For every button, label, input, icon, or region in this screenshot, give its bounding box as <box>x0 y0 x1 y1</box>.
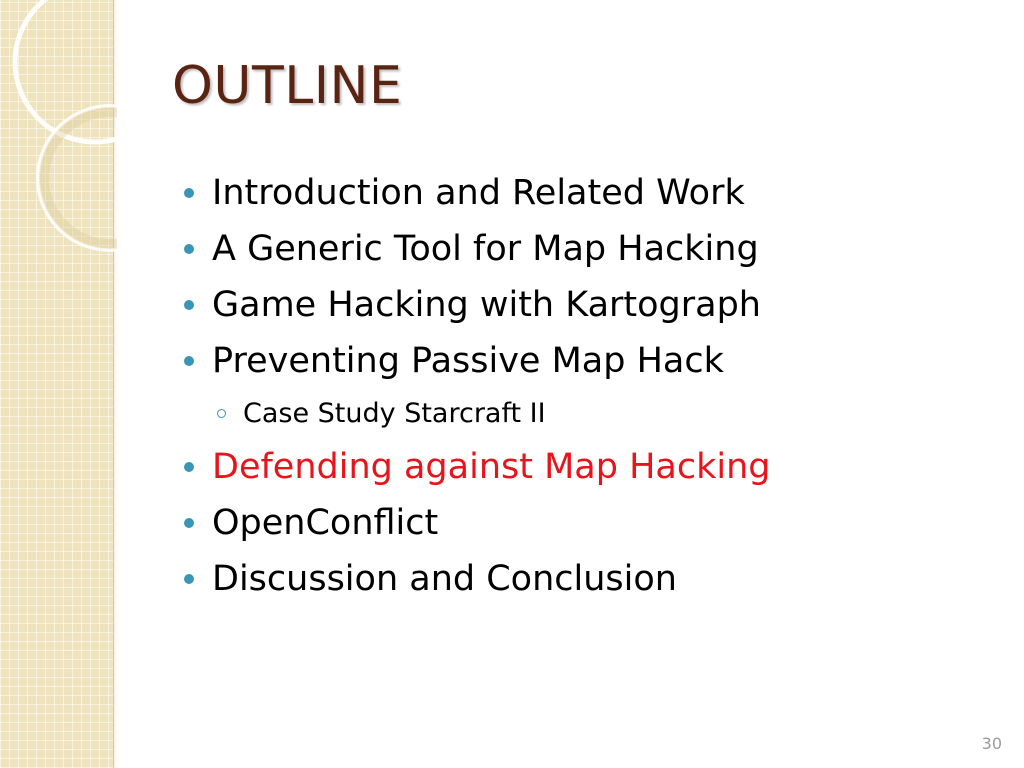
outline-item-text: OpenConflict <box>212 503 439 543</box>
outline-item-text: Game Hacking with Kartograph <box>212 285 761 325</box>
outline-item-text: Introduction and Related Work <box>212 173 745 213</box>
slide-title: OUTLINE <box>172 56 403 116</box>
outline-item-text: Preventing Passive Map Hack <box>212 341 724 381</box>
outline-item-game-hacking <box>184 278 984 334</box>
outline-item-introduction <box>184 166 984 222</box>
bullet-dot-icon <box>184 188 194 198</box>
outline-item-text-highlighted: Defending against Map Hacking <box>212 447 771 487</box>
outline-item-text: A Generic Tool for Map Hacking <box>212 229 759 269</box>
bullet-dot-icon <box>184 574 194 584</box>
outline-item-preventing <box>184 334 984 390</box>
outline-item-defending <box>184 440 984 496</box>
decorative-rings <box>0 0 117 260</box>
outline-item-text: Discussion and Conclusion <box>212 559 677 599</box>
bullet-dot-icon <box>184 462 194 472</box>
outline-list <box>184 166 984 608</box>
bullet-dot-icon <box>184 518 194 528</box>
ring-bullet-icon <box>217 409 226 418</box>
outline-subitem-text: Case Study Starcraft II <box>243 398 546 429</box>
bullet-dot-icon <box>184 244 194 254</box>
bullet-dot-icon <box>184 300 194 310</box>
outline-item-openconflict <box>184 496 984 552</box>
bullet-dot-icon <box>184 356 194 366</box>
slide-page-number: 30 <box>981 734 1002 753</box>
outline-item-discussion <box>184 552 984 608</box>
outline-item-generic-tool <box>184 222 984 278</box>
outline-subitem-case-study <box>184 390 984 440</box>
